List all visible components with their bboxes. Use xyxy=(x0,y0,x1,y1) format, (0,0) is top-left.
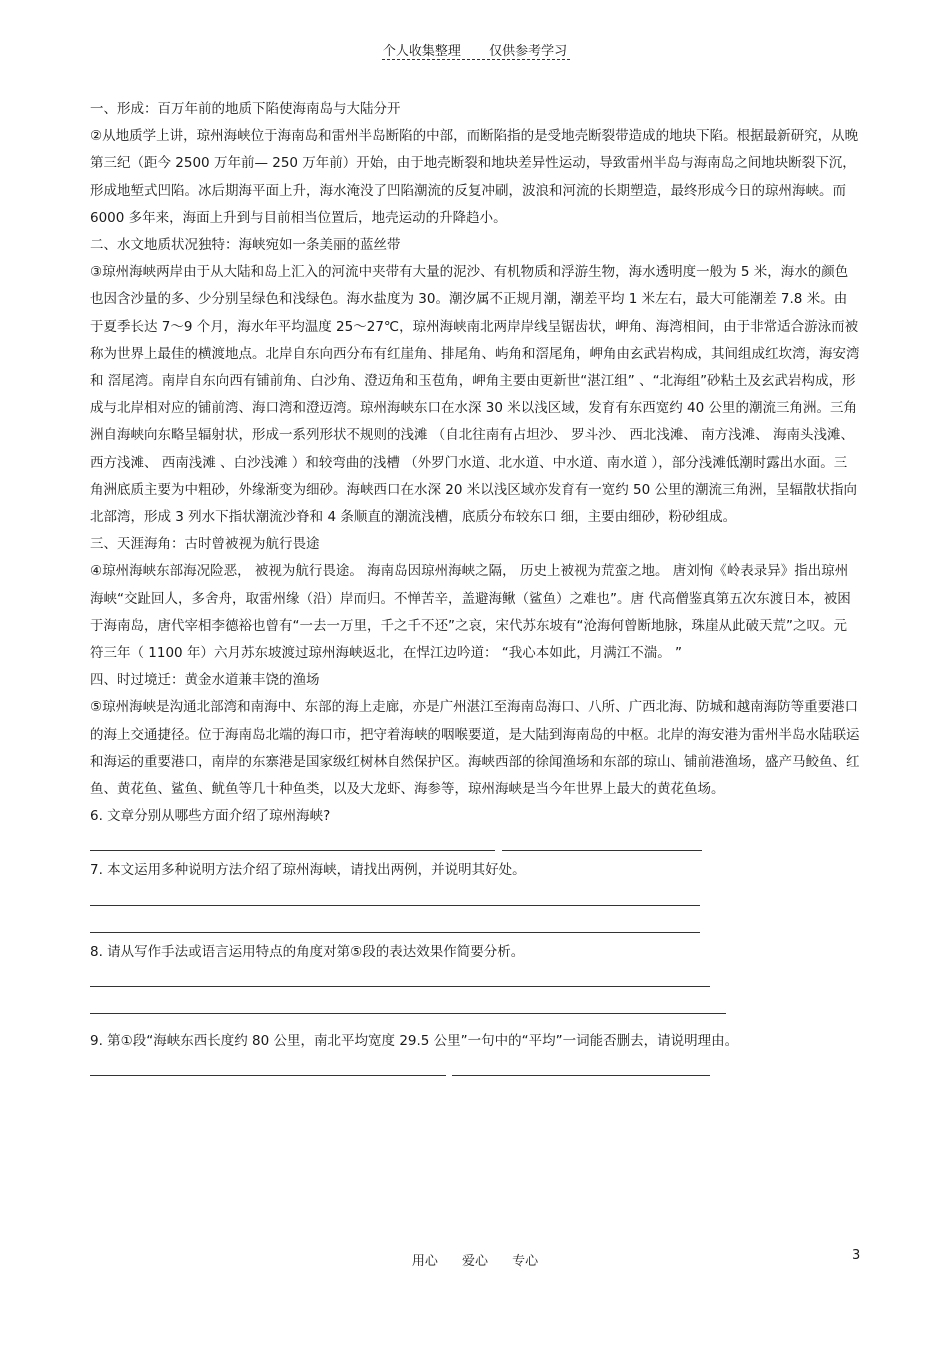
header-divider xyxy=(382,59,570,60)
footer-text-a: 用心 xyxy=(411,1254,438,1269)
footer-text-b: 爱心 xyxy=(461,1254,488,1269)
footer-text-c: 专心 xyxy=(512,1254,539,1269)
section-heading-4: 四、时过境迁：黄金水道兼丰饶的渔场 xyxy=(90,672,320,689)
section-heading-3: 三、天涯海角：古时曾被视为航行畏途 xyxy=(90,536,320,553)
answer-line[interactable] xyxy=(90,905,700,906)
answer-lines-8a xyxy=(90,966,860,993)
answer-line[interactable] xyxy=(90,1075,446,1076)
answer-lines-9 xyxy=(90,1055,860,1082)
answer-lines-7a xyxy=(90,885,860,912)
page-footer xyxy=(0,1250,950,1269)
paragraph-2: ②从地质学上讲，琼州海峡位于海南岛和雷州半岛断陷的中部，而断陷指的是受地壳断裂带造成的地块下陷。根据最新研究，从晚第三纪（距今 2500 万年前— 250 万年前）开始，由于地壳断裂和地块差异性运动，导致雷州半岛与海南岛之间地块断裂下沉，形成地堑式凹陷。冰后期海平面上升，海水淹没了凹陷潮流的反复冲刷，波浪和河流的长期塑造，最终形成今日的琼州海峡。而 6000 多年来，海面上升到与目前相当位置后，地壳运动的升降趋小。 xyxy=(90,128,859,226)
section-heading-1: 一、形成：百万年前的地质下陷使海南岛与大陆分开 xyxy=(90,101,401,117)
answer-line[interactable] xyxy=(452,1075,710,1076)
question-9: 9. 第①段“海峡东西长度约 80 公里，南北平均宽度 29.5 公里”一句中的“平均”一词能否删去，请说明理由。 xyxy=(90,1032,739,1049)
answer-line[interactable] xyxy=(90,932,700,933)
question-6: 6. 文章分别从哪些方面介绍了琼州海峡? xyxy=(90,808,331,825)
answer-line[interactable] xyxy=(90,986,710,987)
answer-line[interactable] xyxy=(502,850,702,851)
answer-lines-8b xyxy=(90,993,860,1020)
page-header xyxy=(0,40,950,59)
paragraph-5: ⑤琼州海峡是沟通北部湾和南海中、东部的海上走廊，亦是广州湛江至海南岛海口、八所、广西北海、防城和越南海防等重要港口的海上交通捷径。位于海南岛北端的海口市，把守着海峡的咽喉要道，是大陆到海南岛的中枢。北岸的海安港为雷州半岛水陆联运和海运的重要港口，南岸的东寨港是国家级红树林自然保护区。海峡西部的徐闻渔场和东部的琼山、铺前港渔场，盛产马鲛鱼、红鱼、黄花鱼、鲨鱼、鱿鱼等几十种鱼类，以及大龙虾、海参等，琼州海峡是当今年世界上最大的黄花鱼场。 xyxy=(90,699,860,798)
answer-line[interactable] xyxy=(90,850,495,851)
section-heading-2: 二、水文地质状况独特：海峡宛如一条美丽的蓝丝带 xyxy=(90,237,401,254)
answer-lines-7b xyxy=(90,912,860,939)
header-right-text: 仅供参考学习 xyxy=(489,44,568,59)
answer-line[interactable] xyxy=(90,1013,726,1014)
paragraph-4: ④琼州海峡东部海况险恶， 被视为航行畏途。 海南岛因琼州海峡之隔， 历史上被视为荒蛮之地。 唐刘恂《岭表录异》指出琼州海峡“交趾回人，多舍舟，取雷州缘（沿）岸而归。不惮苦辛，盖避海鳅（鲨鱼）之难也”。唐 代高僧鉴真第五次东渡日本，被困于海南岛，唐代宰相李德裕也曾有“一去一万里，千之千不还”之哀，宋代苏东坡有“沧海何曾断地脉，珠崖从此破天荒”之叹。元符三年（ 1100 年）六月苏东坡渡过琼州海峡返北，在悍江边吟道： “我心本如此，月满江不湍。 ” xyxy=(90,563,851,662)
page-number: 3 xyxy=(852,1248,861,1263)
paragraph-3: ③琼州海峡两岸由于从大陆和岛上汇入的河流中夹带有大量的泥沙、有机物质和浮游生物，海水透明度一般为 5 米，海水的颜色也因含沙量的多、少分别呈绿色和浅绿色。海水盐度为 30。潮汐属不正规月潮，潮差平均 1 米左右，最大可能潮差 7.8 米。由于夏季长达 7～9 个月，海水年平均温度 25～27℃，琼州海峡南北两岸岸线呈锯齿状，岬角、海湾相间，由于非常适合游泳而被称为世界上最佳的横渡地点。北岸自东向西分布有红崖角、排尾角、屿角和滘尾角，岬角由玄武岩构成，其间组成红坎湾，海安湾和 滘尾湾。南岸自东向西有铺前角、白沙角、澄迈角和玉苞角，岬角主要由更新世“湛江组” 、“北海组”砂粘土及玄武岩构成，形成与北岸相对应的铺前湾、海口湾和澄迈湾。琼州海峡东口在水深 30 米以浅区域，发育有东西宽约 40 公里的潮流三角洲。三角洲自海峡向东略呈辐射状，形成一系列形状不规则的浅滩 （自北往南有占坦沙、 罗斗沙、 西北浅滩、 南方浅滩、 海南头浅滩、 西方浅滩、 西南浅滩 、白沙浅滩 ）和较弯曲的浅槽 （外罗门水道、北水道、中水道、南水道 ），部分浅滩低潮时露出水面。三角洲底质主要为中粗砂，外缘渐变为细砂。海峡西口在水深 20 米以浅区域亦发育有一宽约 50 公里的潮流三角洲，呈辐散状指向北部湾，形成 3 列水下指状潮流沙脊和 4 条顺直的潮流浅槽，底质分布较东口 细，主要由细砂，粉砂组成。 xyxy=(90,264,860,526)
question-7: 7. 本文运用多种说明方法介绍了琼州海峡，请找出两例，并说明其好处。 xyxy=(90,862,526,879)
header-left-text: 个人收集整理 xyxy=(382,44,461,59)
question-8: 8. 请从写作手法或语言运用特点的角度对第⑤段的表达效果作简要分析。 xyxy=(90,943,525,960)
document-body xyxy=(90,96,860,1082)
answer-lines-6 xyxy=(90,830,860,857)
